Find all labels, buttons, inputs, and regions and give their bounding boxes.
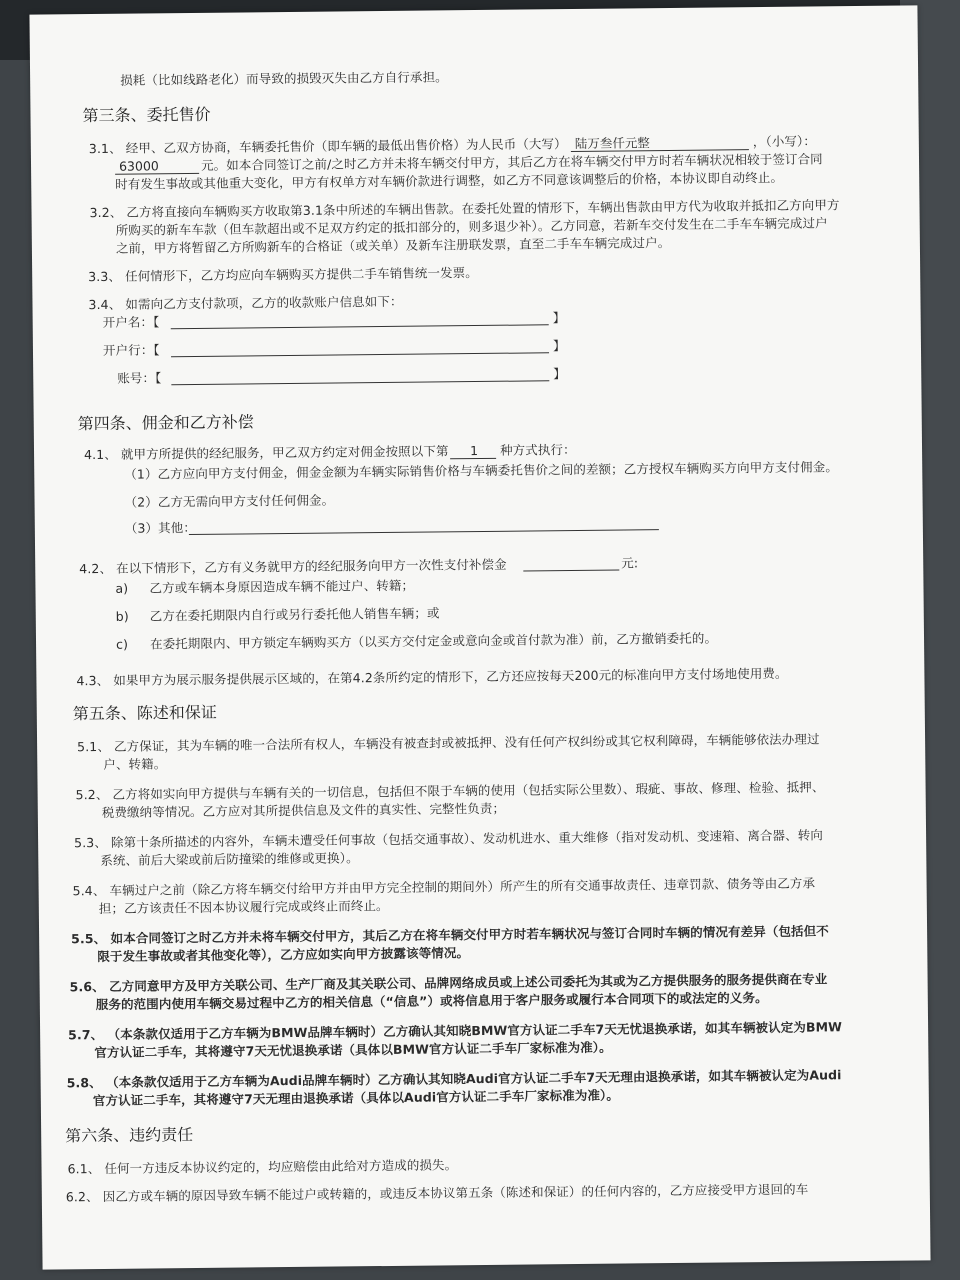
clause-4-1-a: 4.1、 就甲方所提供的经纪服务，甲乙双方约定对佣金按照以下第 xyxy=(83,443,449,463)
option-1: （1）乙方应向甲方支付佣金，佣金金额为车辆实际销售价格与车辆委托售价之间的差额；乙方授权车辆购买方向甲方支付佣金。 xyxy=(124,459,838,482)
clause-5-2-line-1: 5.2、 乙方将如实向甲方提供与车辆有关的一切信息，包括但不限于车辆的使用（包括实际公里数）、瑕疵、事故、修理、检验、抵押、 xyxy=(75,779,825,803)
account-name-field[interactable] xyxy=(171,324,549,329)
clause-5-8-line-1: 5.8、 （本条款仅适用于乙方车辆为Audi品牌车辆时）乙方确认其知晓Audi官方认证二手车7天无理由退换承诺，如其车辆被认定为Audi xyxy=(66,1067,842,1091)
item-b-label: b) xyxy=(115,608,129,624)
clause-5-7-line-1: 5.7、 （本条款仅适用于乙方车辆为BMW品牌车辆时）乙方确认其知晓BMW官方认证二手车7天无忧退换承诺，如其车辆被认定为BMW xyxy=(68,1019,843,1043)
carryover-line: 损耗（比如线路老化）而导致的损毁灭失由乙方自行承担。 xyxy=(120,69,448,88)
account-number-field[interactable] xyxy=(171,380,549,385)
clause-3-1-line-1: 3.1、 经甲、乙双方协商，车辆委托售价（即车辆的最低出售价格）为人民币（大写） xyxy=(88,136,567,157)
clause-4-3: 4.3、 如果甲方为展示服务提供展示区域的，在第4.2条所约定的情形下，乙方还应按每天200元的标准向甲方支付场地使用费。 xyxy=(76,665,788,689)
bank-field[interactable] xyxy=(171,352,549,357)
clause-6-2: 6.2、 因乙方或车辆的原因导致车辆不能过户或转籍的，或违反本协议第五条（陈述和保证）的任何内容的，乙方应接受甲方退回的车 xyxy=(65,1181,809,1205)
clause-5-3-line-1: 5.3、 除第十条所描述的内容外，车辆未遭受任何事故（包括交通事故）、发动机进水、重大维修（指对发动机、变速箱、离合器、转向 xyxy=(74,827,823,851)
clause-5-1-line-1: 5.1、 乙方保证，其为车辆的唯一合法所有权人，车辆没有被查封或被抵押、没有任何产权纠纷或其它权利障碍，车辆能够依法办理过 xyxy=(77,731,820,755)
clause-3-1-line-2: 元。如本合同签订之前/之时乙方并未将车辆交付甲方，其后乙方在将车辆交付甲方时若车辆状况相较于签订合同 xyxy=(200,151,823,173)
clause-3-3: 3.3、 任何情形下，乙方均应向车辆购买方提供二手车销售统一发票。 xyxy=(88,265,478,285)
item-c-text: 在委托期限内、甲方锁定车辆购买方（以买方交付定金或意向金或首付款为准）前，乙方撤销委托的。 xyxy=(149,630,718,652)
section-3-heading: 第三条、委托售价 xyxy=(82,104,211,126)
option-2: （2）乙方无需向甲方支付任何佣金。 xyxy=(124,492,335,510)
account-name-bracket: 】 xyxy=(552,310,566,326)
price-lower-value: 63000 xyxy=(118,158,159,174)
clause-4-2-b: 元: xyxy=(621,555,639,571)
contract-page xyxy=(29,5,930,1269)
clause-5-6-line-2: 服务的范围内使用车辆交易过程中乙方的相关信息（“信息”）或将信息用于客户服务或履行本合同项下的或法定的义务。 xyxy=(95,990,768,1013)
item-b-text: 乙方在委托期限内自行或另行委托他人销售车辆；或 xyxy=(149,605,440,624)
clause-5-3-line-2: 系统、前后大梁或前后防撞梁的维修或更换）。 xyxy=(100,850,359,868)
bank-bracket: 】 xyxy=(552,338,566,354)
clause-4-2-a: 4.2、 在以下情形下，乙方有义务就甲方的经纪服务向甲方一次性支付补偿金 xyxy=(79,556,507,577)
section-5-heading: 第五条、陈述和保证 xyxy=(72,702,217,724)
section-6-heading: 第六条、违约责任 xyxy=(65,1125,194,1146)
bank-label: 开户行：【 xyxy=(102,342,160,358)
clause-5-8-line-2: 官方认证二手车，其将遵守7天无理由退换承诺（具体以Audi官方认证二手车厂家标准为准）。 xyxy=(92,1087,620,1109)
clause-3-1-lower-label: ，（小写）： xyxy=(752,133,817,150)
clause-5-4-line-1: 5.4、 车辆过户之前（除乙方将车辆交付给甲方并由甲方完全控制的期间外）所产生的所有交通事故责任、违章罚款、债务等由乙方承 xyxy=(72,875,816,899)
item-a-text: 乙方或车辆本身原因造成车辆不能过户、转籍； xyxy=(149,577,415,596)
clause-5-6-line-1: 5.6、 乙方同意甲方及甲方关联公司、生产厂商及其关联公司、品牌网络成员或上述公司委托为其或为乙方提供服务的服务提供商在专业 xyxy=(69,971,828,995)
clause-4-1-b: 种方式执行： xyxy=(499,441,576,458)
account-number-label: 账号：【 xyxy=(117,370,162,386)
clause-5-5-line-1: 5.5、 如本合同签订之时乙方并未将车辆交付甲方，其后乙方在将车辆交付甲方时若车辆状况与签订合同时车辆的情况有差异（包括但不 xyxy=(71,923,829,947)
clause-3-2-line-2: 所购买的新车车款（但车款超出或不足双方约定的抵扣部分的，则多退少补）。乙方同意，若新车交付发生在二手车车辆完成过户 xyxy=(115,215,828,238)
item-c-label: c) xyxy=(115,636,129,652)
commission-option-number: 1 xyxy=(469,443,479,459)
item-a-label: a) xyxy=(115,580,129,596)
compensation-field[interactable] xyxy=(523,570,619,572)
clause-6-1: 6.1、 任何一方违反本协议约定的，均应赔偿由此给对方造成的损失。 xyxy=(67,1157,458,1177)
option-3-field[interactable] xyxy=(189,529,659,535)
account-name-label: 开户名：【 xyxy=(102,314,160,330)
clause-3-4: 3.4、 如需向乙方支付款项，乙方的收款账户信息如下： xyxy=(88,293,403,313)
price-upper-value: 陆万叁仟元整 xyxy=(574,135,650,151)
account-number-bracket: 】 xyxy=(553,366,566,382)
clause-5-4-line-2: 担；乙方该责任不因本协议履行完成或终止而终止。 xyxy=(98,897,389,917)
clause-5-7-line-2: 官方认证二手车，其将遵守7天无忧退换承诺（具体以BMW官方认证二手车厂家标准为准）。 xyxy=(94,1039,612,1061)
clause-3-1-line-3: 时有发生事故或其他重大变化，甲方有权单方对车辆价款进行调整，如乙方不同意该调整后的价格，本协议即自动终止。 xyxy=(115,169,784,192)
clause-5-2-line-2: 税费缴纳等情况。乙方应对其所提供信息及文件的真实性、完整性负责； xyxy=(101,800,506,820)
clause-5-1-line-2: 户、转籍。 xyxy=(103,756,167,772)
clause-3-2-line-1: 3.2、 乙方将直接向车辆购买方收取第3.1条中所述的车辆出售款。在委托处置的情形下，车辆出售款由甲方代为收取并抵扣乙方向甲方 xyxy=(89,197,840,221)
clause-5-5-line-2: 限于发生事故或者其他变化等），乙方应如实向甲方披露该等情况。 xyxy=(97,945,470,965)
section-4-heading: 第四条、佣金和乙方补偿 xyxy=(77,412,254,434)
clause-3-2-line-3: 之前，甲方将暂留乙方所购新车的合格证（或关单）及新车注册联发票，直至二手车车辆完成过户。 xyxy=(115,234,671,256)
option-3: （3）其他： xyxy=(124,519,196,536)
